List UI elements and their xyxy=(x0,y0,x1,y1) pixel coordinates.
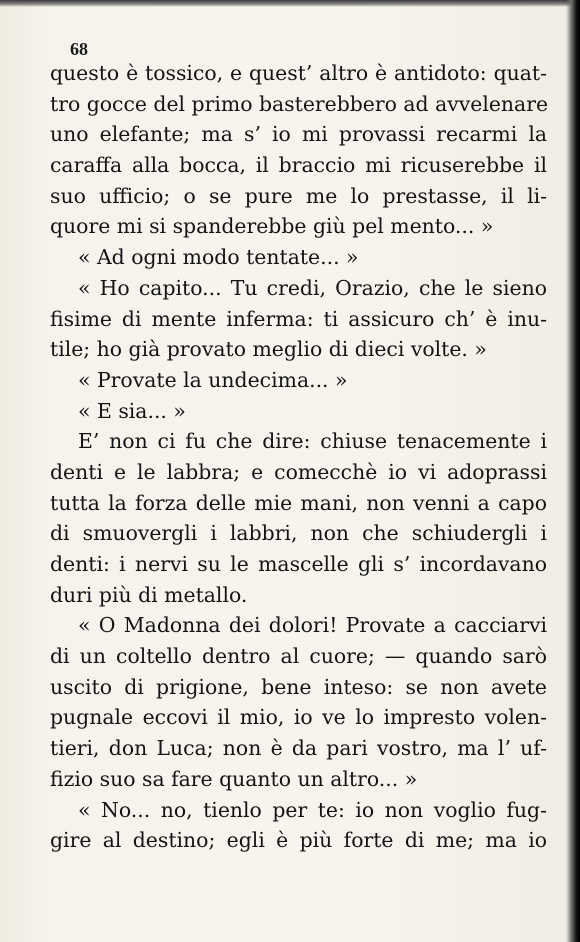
text-line: tieri, don Luca; non è da pari vostro, ma l’ uf- xyxy=(50,736,547,761)
text-line: questo è tossico, e quest’ altro è antidoto: quat- xyxy=(50,61,547,85)
text-line: quore mi si spanderebbe giù pel mento... » xyxy=(50,214,494,239)
body-text xyxy=(50,58,547,856)
text-line: uscito di prigione, bene inteso: se non avete xyxy=(50,674,547,699)
text-line: « No... no, tienlo per te: io non voglio fug- xyxy=(78,797,547,822)
top-edge-shadow xyxy=(0,0,580,7)
text-line: « E sia... » xyxy=(78,398,186,423)
text-line: di smuovergli i labbri, non che schiudergli i xyxy=(50,521,547,546)
page-gutter-shadow xyxy=(566,0,580,942)
text-line: duri più di metallo. xyxy=(50,582,248,607)
text-line: uno elefante; ma s’ io mi provassi recarmi la xyxy=(50,122,547,147)
text-line: tile; ho già provato meglio di dieci volte. » xyxy=(50,337,487,362)
text-line: fisime di mente inferma: ti assicuro ch’ è inu- xyxy=(50,306,547,331)
text-line: « O Madonna dei dolori! Provate a cacciarvi xyxy=(78,613,547,638)
text-line: gire al destino; egli è più forte di me; ma io xyxy=(50,828,547,853)
text-line: caraffa alla bocca, il braccio mi ricuserebbe il xyxy=(50,153,547,178)
text-line: « Ad ogni modo tentate... » xyxy=(78,245,359,270)
text-line: pugnale eccovi il mio, io ve lo impresto volen- xyxy=(50,705,547,730)
text-line: tro gocce del primo basterebbero ad avvelenare xyxy=(50,91,549,116)
text-line: fizio suo sa fare quanto un altro... » xyxy=(50,766,418,791)
text-line: tutta la forza delle mie mani, non venni a capo xyxy=(50,490,547,515)
text-line: suo ufficio; o se pure me lo prestasse, il li- xyxy=(50,183,547,208)
text-line: denti: i nervi su le mascelle gli s’ incordavano xyxy=(50,552,547,576)
text-line: E’ non ci fu che dire: chiuse tenacemente i xyxy=(78,429,547,454)
text-line: « Provate la undecima... » xyxy=(78,367,348,392)
text-line: di un coltello dentro al cuore; — quando sarò xyxy=(50,644,547,669)
page-number: 68 xyxy=(70,39,88,59)
text-line: « Ho capito... Tu credi, Orazio, che le sieno xyxy=(78,275,547,300)
text-line: denti e le labbra; e comecchè io vi adoprassi xyxy=(50,459,547,484)
